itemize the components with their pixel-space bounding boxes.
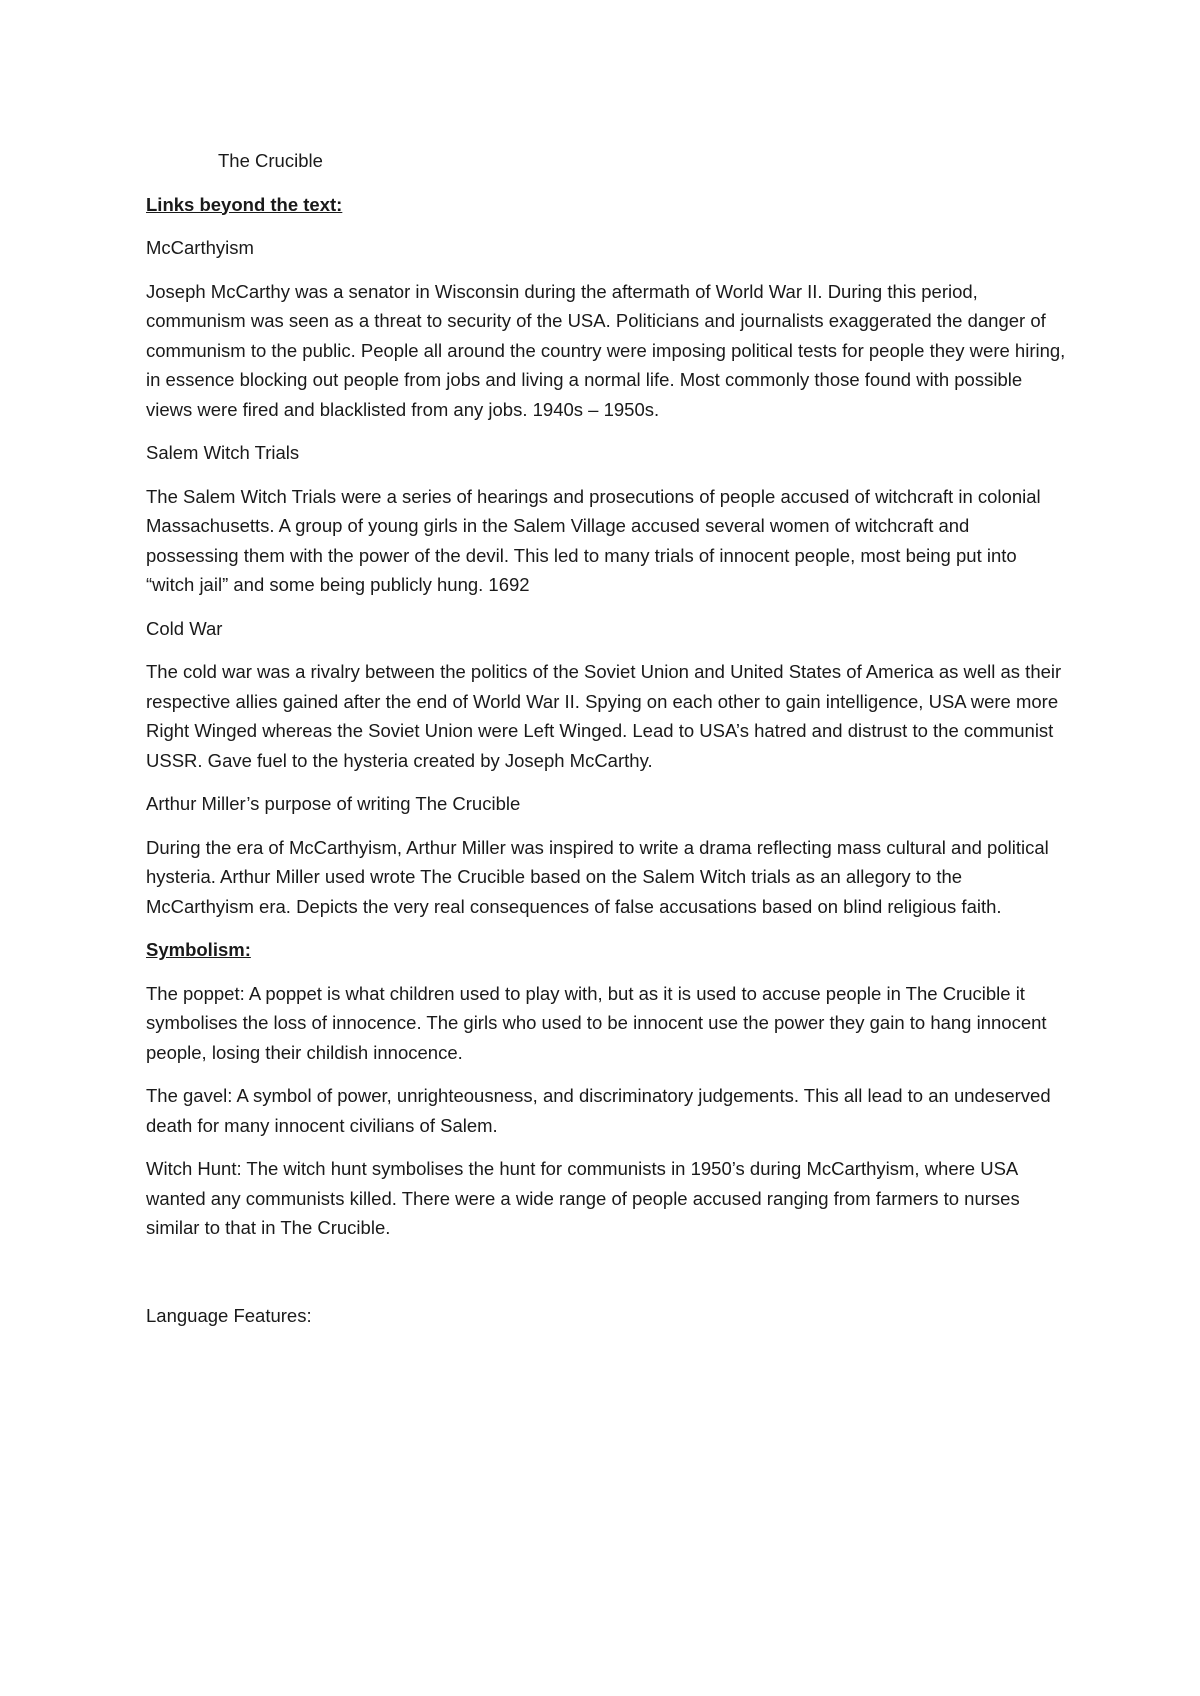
topic-heading-mccarthyism: McCarthyism xyxy=(146,237,254,258)
topic-body-mccarthyism: Joseph McCarthy was a senator in Wisconsin during the aftermath of World War II. During this period, communism was seen as a threat to security of the USA. Politicians and journalists exaggerated the danger of communism to the public. People all around the country were imposing political tests for people they were hiring, in essence blocking out people from jobs and living a normal life. Most commonly those found with possible views were fired and blacklisted from any jobs. 1940s – 1950s. xyxy=(146,280,1066,420)
blank-line xyxy=(146,1257,1066,1301)
topic-heading-cold-war: Cold War xyxy=(146,617,223,639)
links-section-heading: Links beyond the text: xyxy=(146,193,343,215)
topic-body-salem-witch-trials: The Salem Witch Trials were a series of hearings and prosecutions of people accused of witchcraft in colonial Massachusetts. A group of young girls in the Salem Village accused several women of witchcraft and possessing them with the power of the devil. This led to many trials of innocent people, most being put into “witch jail” and some being publicly hung. 1692 xyxy=(146,485,1041,595)
symbol-paragraph-witch-hunt: Witch Hunt: The witch hunt symbolises the hunt for communists in 1950’s during McCarthyism, where USA wanted any communists killed. There were a wide range of people accused ranging from farmers to nurses similar to that in The Crucible. xyxy=(146,1158,1020,1238)
topic-body-miller-purpose: During the era of McCarthyism, Arthur Miller was inspired to write a drama reflecting mass cultural and political hysteria. Arthur Miller used wrote The Crucible based on the Salem Witch trials as an allegory to the McCarthyism era. Depicts the very real consequences of false accusations based on blind religious faith. xyxy=(146,836,1049,917)
language-features-heading: Language Features: xyxy=(146,1304,312,1326)
document-body xyxy=(146,146,1066,1344)
symbol-paragraph-gavel: The gavel: A symbol of power, unrighteousness, and discriminatory judgements. This all lead to an undeserved death for many innocent civilians of Salem. xyxy=(146,1085,1051,1136)
document-title: The Crucible xyxy=(218,150,323,171)
topic-heading-miller-purpose: Arthur Miller’s purpose of writing The Crucible xyxy=(146,793,521,814)
symbolism-section-heading: Symbolism: xyxy=(146,939,251,960)
topic-body-cold-war: The cold war was a rivalry between the politics of the Soviet Union and United States of America as well as their respective allies gained after the end of World War II. Spying on each other to gain intelligence, USA were more Right Winged whereas the Soviet Union were Left Winged. Lead to USA’s hatred and distrust to the communist USSR. Gave fuel to the hysteria created by Joseph McCarthy. xyxy=(146,661,1062,771)
topic-heading-salem-witch-trials: Salem Witch Trials xyxy=(146,442,300,463)
symbol-paragraph-poppet: The poppet: A poppet is what children used to play with, but as it is used to accuse people in The Crucible it symbolises the loss of innocence. The girls who used to be innocent use the power they gain to hang innocent people, losing their childish innocence. xyxy=(146,982,1047,1063)
